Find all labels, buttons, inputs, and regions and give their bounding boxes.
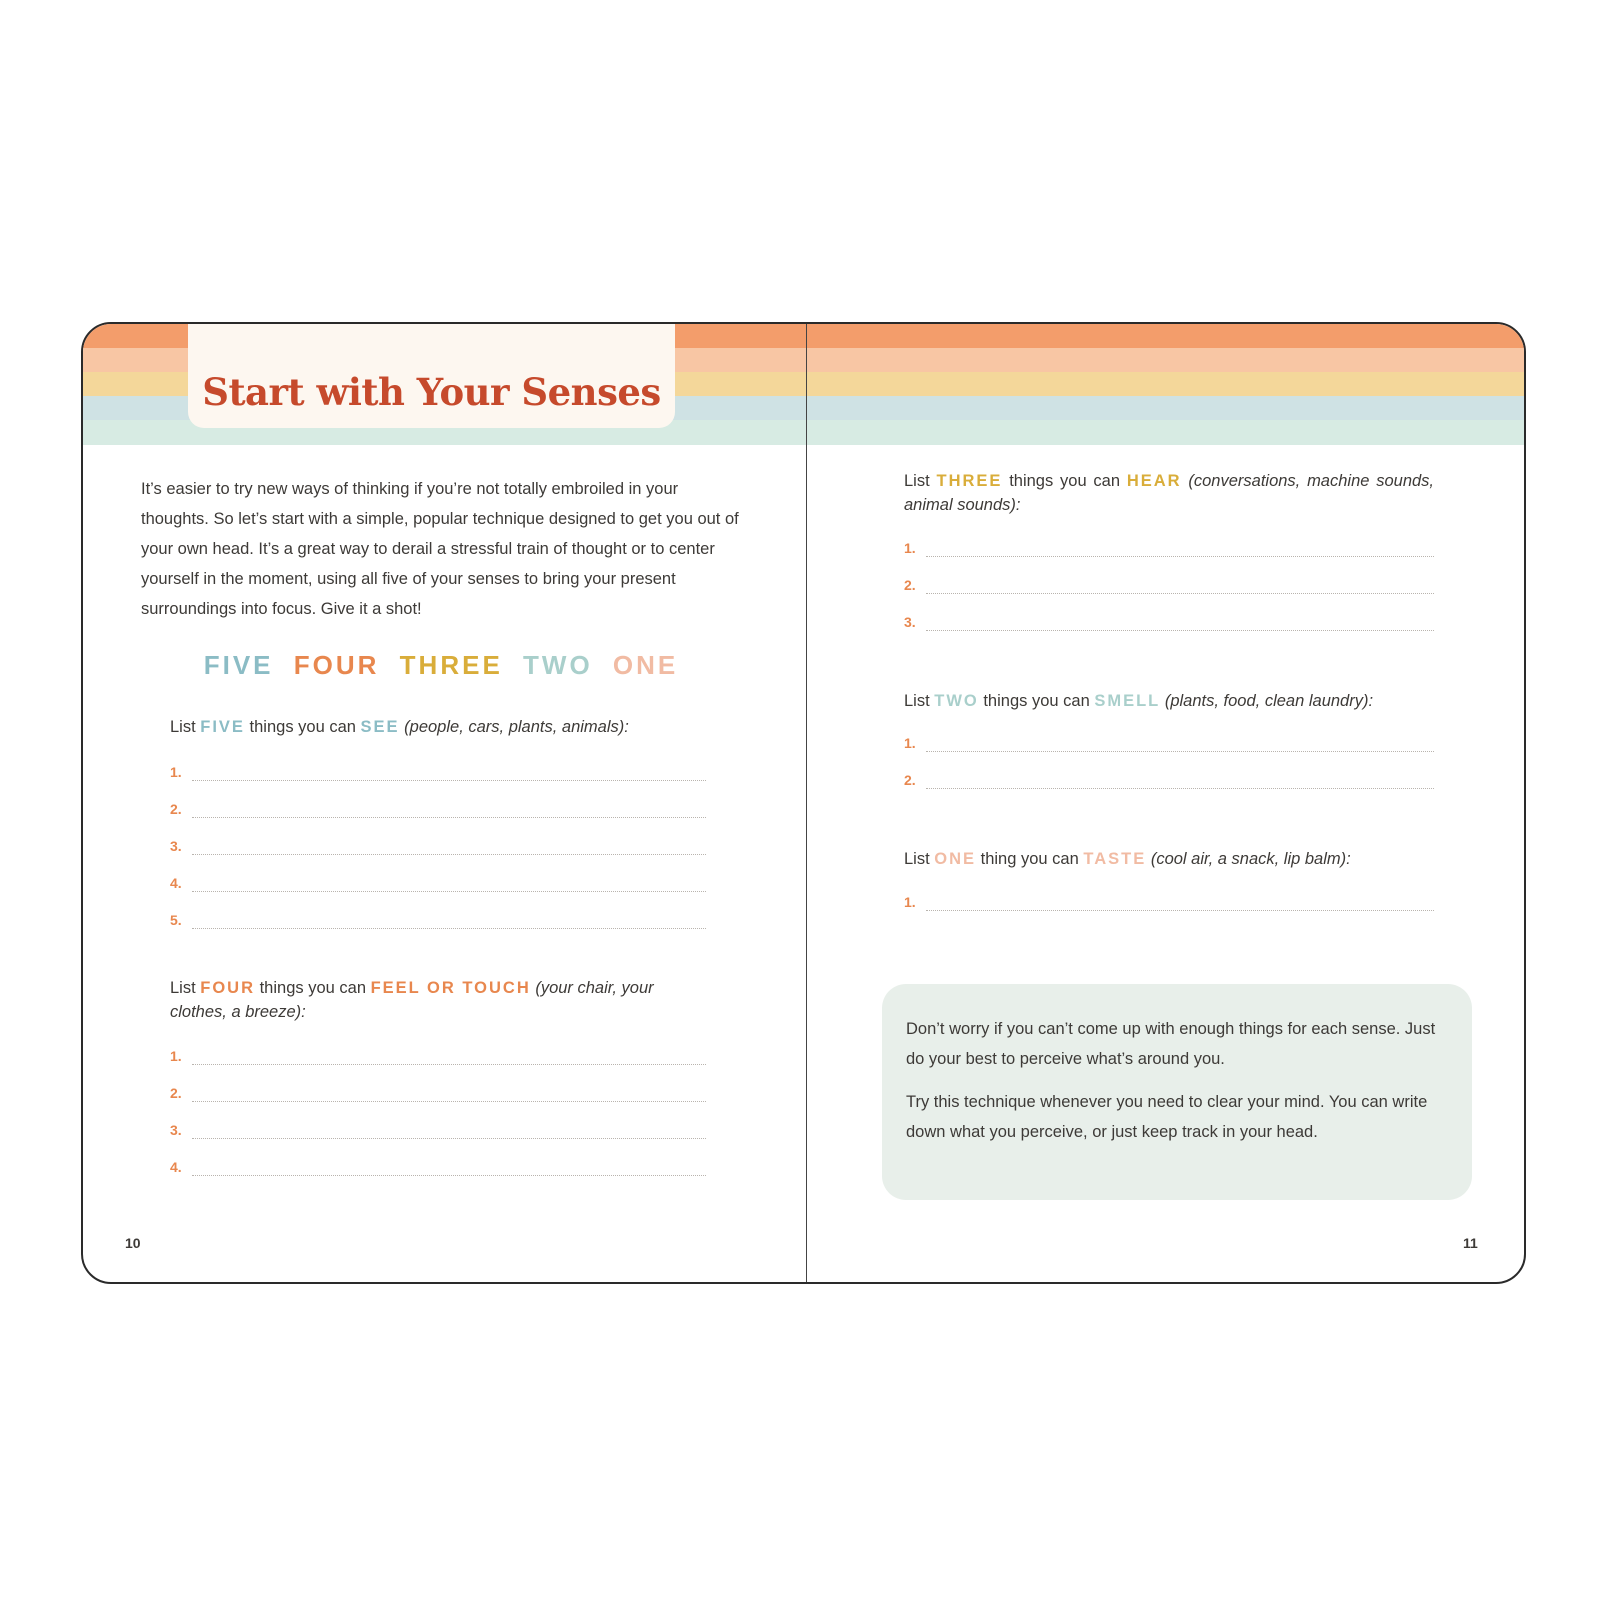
answer-line[interactable]	[170, 830, 706, 867]
line-number: 3.	[170, 838, 182, 854]
prompt-taste	[904, 847, 1464, 871]
line-number: 1.	[170, 1048, 182, 1064]
page-number-left: 10	[125, 1235, 141, 1251]
write-in-rule[interactable]	[926, 630, 1434, 631]
write-in-rule[interactable]	[926, 910, 1434, 911]
prompt-text: List	[170, 718, 201, 736]
tip-box	[882, 984, 1472, 1200]
intro-paragraph: It’s easier to try new ways of thinking if you’re not totally embroiled in your thoughts. So let’s start with a simple, popular technique designed to get you out of your own head. It’s a great way to derail a stressful train of thought or to center yourself in the moment, using all five of your senses to bring your present surroundings into focus. Give it a shot!	[141, 480, 739, 618]
line-number: 5.	[170, 912, 182, 928]
book-spine	[806, 324, 807, 1282]
write-in-rule[interactable]	[192, 1064, 706, 1065]
answer-lines-smell	[904, 727, 1434, 801]
count-keyword: ONE	[934, 850, 977, 868]
line-number: 1.	[904, 894, 916, 910]
answer-line[interactable]	[170, 756, 706, 793]
countdown-two: TWO	[523, 650, 593, 680]
answer-line[interactable]	[904, 727, 1434, 764]
write-in-rule[interactable]	[926, 593, 1434, 594]
prompt-text: List	[904, 692, 935, 710]
write-in-rule[interactable]	[192, 1175, 706, 1176]
prompt-smell	[904, 689, 1464, 713]
tip-paragraph-2: Try this technique whenever you need to clear your mind. You can write down what you perceive, or just keep track in your head.	[906, 1093, 1428, 1141]
count-keyword: THREE	[936, 472, 1003, 490]
prompt-hint: (conversations, machine sounds, animal sounds):	[904, 472, 1435, 514]
prompt-hint: (your chair, your clothes, a breeze):	[170, 979, 654, 1021]
prompt-text: things you can	[1002, 472, 1127, 490]
prompt-hint: (plants, food, clean laundry):	[1160, 692, 1374, 710]
answer-line[interactable]	[904, 532, 1434, 569]
answer-line[interactable]	[170, 1040, 706, 1077]
count-keyword: FOUR	[200, 979, 256, 997]
line-number: 2.	[904, 577, 916, 593]
line-number: 3.	[904, 614, 916, 630]
line-number: 1.	[904, 540, 916, 556]
write-in-rule[interactable]	[192, 817, 706, 818]
answer-line[interactable]	[170, 1114, 706, 1151]
write-in-rule[interactable]	[926, 788, 1434, 789]
prompt-text: things you can	[244, 718, 361, 736]
write-in-rule[interactable]	[192, 891, 706, 892]
answer-line[interactable]	[170, 793, 706, 830]
countdown-heading	[141, 650, 741, 681]
count-keyword: TWO	[934, 692, 979, 710]
answer-line[interactable]	[170, 1077, 706, 1114]
answer-line[interactable]	[904, 606, 1434, 643]
answer-lines-hear	[904, 532, 1434, 643]
line-number: 2.	[904, 772, 916, 788]
prompt-text: List	[170, 979, 201, 997]
answer-lines-touch	[170, 1040, 706, 1188]
write-in-rule[interactable]	[926, 556, 1434, 557]
write-in-rule[interactable]	[192, 780, 706, 781]
prompt-text: things you can	[255, 979, 371, 997]
sense-keyword: HEAR	[1126, 472, 1182, 490]
answer-line[interactable]	[904, 569, 1434, 606]
write-in-rule[interactable]	[192, 928, 706, 929]
page-title: Start with Your Senses	[202, 370, 661, 414]
tip-paragraph-1: Don’t worry if you can’t come up with enough things for each sense. Just do your best to perceive what’s around you.	[906, 1020, 1436, 1068]
prompt-see	[170, 715, 730, 739]
prompt-text: List	[904, 472, 937, 490]
line-number: 2.	[170, 801, 182, 817]
answer-line[interactable]	[170, 904, 706, 941]
prompt-hear	[904, 469, 1434, 517]
prompt-touch	[170, 976, 706, 1024]
page-number-right: 11	[1463, 1235, 1478, 1251]
answer-lines-taste	[904, 886, 1434, 923]
line-number: 4.	[170, 1159, 182, 1175]
prompt-hint: (people, cars, plants, animals):	[399, 718, 629, 736]
countdown-five: FIVE	[203, 650, 274, 680]
write-in-rule[interactable]	[192, 1101, 706, 1102]
answer-line[interactable]	[170, 1151, 706, 1188]
countdown-three: THREE	[399, 650, 503, 680]
line-number: 1.	[904, 735, 916, 751]
countdown-four: FOUR	[293, 650, 380, 680]
answer-lines-see	[170, 756, 706, 941]
prompt-text: thing you can	[976, 850, 1084, 868]
count-keyword: FIVE	[200, 718, 245, 736]
write-in-rule[interactable]	[192, 1138, 706, 1139]
prompt-text: List	[904, 850, 935, 868]
answer-line[interactable]	[904, 886, 1434, 923]
countdown-one: ONE	[612, 650, 679, 680]
prompt-text: things you can	[978, 692, 1095, 710]
answer-line[interactable]	[170, 867, 706, 904]
line-number: 2.	[170, 1085, 182, 1101]
line-number: 1.	[170, 764, 182, 780]
prompt-hint: (cool air, a snack, lip balm):	[1146, 850, 1351, 868]
title-tab	[188, 324, 675, 428]
write-in-rule[interactable]	[192, 854, 706, 855]
write-in-rule[interactable]	[926, 751, 1434, 752]
line-number: 3.	[170, 1122, 182, 1138]
sense-keyword: SEE	[360, 718, 400, 736]
book-spread	[81, 322, 1526, 1284]
sense-keyword: SMELL	[1094, 692, 1161, 710]
answer-line[interactable]	[904, 764, 1434, 801]
line-number: 4.	[170, 875, 182, 891]
sense-keyword: FEEL OR TOUCH	[370, 979, 531, 997]
sense-keyword: TASTE	[1083, 850, 1147, 868]
